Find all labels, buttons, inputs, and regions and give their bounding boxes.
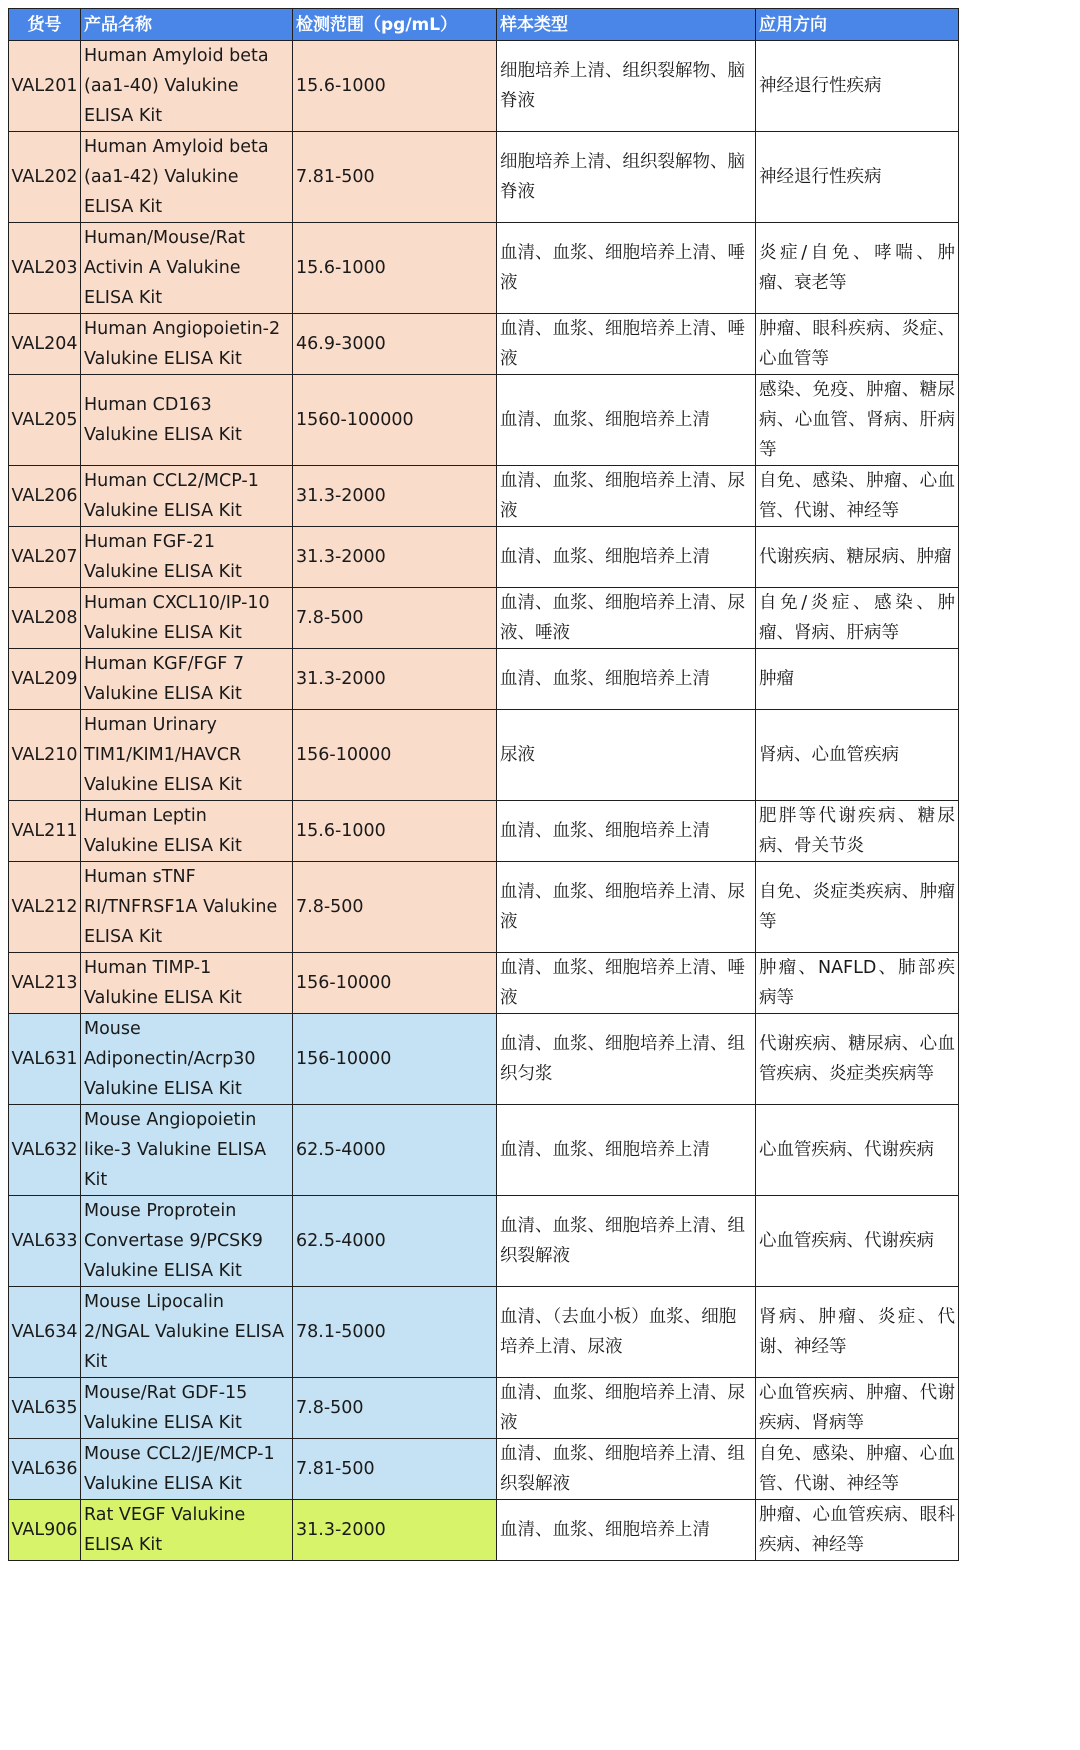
cell-detection-range: 15.6-1000 — [293, 801, 497, 862]
cell-sku: VAL204 — [9, 314, 81, 375]
product-name-line: Human Urinary — [84, 715, 217, 735]
product-name-line: Valukine ELISA Kit — [84, 1413, 242, 1433]
product-name-line: Human sTNF — [84, 867, 196, 887]
cell-application: 肥胖等代谢疾病、糖尿病、骨关节炎 — [756, 801, 959, 862]
cell-sample-type: 血清、血浆、细胞培养上清、唾液 — [497, 314, 756, 375]
cell-detection-range: 7.8-500 — [293, 1378, 497, 1439]
product-name-line: ELISA Kit — [84, 197, 163, 217]
cell-sku: VAL631 — [9, 1014, 81, 1105]
cell-sample-type: 血清、血浆、细胞培养上清、尿液 — [497, 466, 756, 527]
product-name-line: Human FGF-21 — [84, 532, 215, 552]
header-sample-type: 样本类型 — [497, 9, 756, 41]
cell-detection-range: 31.3-2000 — [293, 649, 497, 710]
cell-sku: VAL211 — [9, 801, 81, 862]
cell-detection-range: 31.3-2000 — [293, 466, 497, 527]
table-row — [9, 862, 959, 953]
cell-sku: VAL210 — [9, 710, 81, 801]
cell-detection-range: 15.6-1000 — [293, 223, 497, 314]
header-product-name: 产品名称 — [81, 9, 293, 41]
cell-sku: VAL205 — [9, 375, 81, 466]
product-name-line: Valukine ELISA Kit — [84, 349, 242, 369]
header-detection-range: 检测范围（pg/mL） — [293, 9, 497, 41]
table-row — [9, 588, 959, 649]
product-name-line: ELISA Kit — [84, 288, 163, 308]
table-row — [9, 41, 959, 132]
product-name-line: Valukine ELISA Kit — [84, 988, 242, 1008]
product-name-line: Valukine ELISA Kit — [84, 1079, 242, 1099]
cell-sku: VAL208 — [9, 588, 81, 649]
product-name-line: Adiponectin/Acrp30 — [84, 1049, 256, 1069]
cell-detection-range: 156-10000 — [293, 953, 497, 1014]
table-row — [9, 710, 959, 801]
product-name-line: ELISA Kit — [84, 106, 163, 126]
cell-detection-range: 1560-100000 — [293, 375, 497, 466]
product-name-line: Human Leptin — [84, 806, 207, 826]
cell-product-name — [81, 649, 293, 710]
cell-detection-range: 7.8-500 — [293, 588, 497, 649]
cell-detection-range: 31.3-2000 — [293, 1500, 497, 1561]
cell-sku: VAL213 — [9, 953, 81, 1014]
cell-product-name — [81, 223, 293, 314]
cell-application: 肿瘤、眼科疾病、炎症、心血管等 — [756, 314, 959, 375]
product-name-line: Kit — [84, 1170, 108, 1190]
cell-sku: VAL634 — [9, 1287, 81, 1378]
product-name-line: Mouse/Rat GDF-15 — [84, 1383, 248, 1403]
product-name-line: TIM1/KIM1/HAVCR — [84, 745, 242, 765]
table-row — [9, 132, 959, 223]
cell-application: 自免、感染、肿瘤、心血管、代谢、神经等 — [756, 1439, 959, 1500]
cell-product-name — [81, 375, 293, 466]
table-row — [9, 1378, 959, 1439]
cell-sku: VAL906 — [9, 1500, 81, 1561]
cell-sample-type: 血清、血浆、细胞培养上清 — [497, 527, 756, 588]
cell-sample-type: 血清、（去血小板）血浆、细胞培养上清、尿液 — [497, 1287, 756, 1378]
product-name-line: Valukine ELISA Kit — [84, 684, 242, 704]
product-name-line: Mouse Lipocalin — [84, 1292, 224, 1312]
product-name-line: Human TIMP-1 — [84, 958, 212, 978]
cell-application: 肿瘤 — [756, 649, 959, 710]
cell-application: 肾病、肿瘤、炎症、代谢、神经等 — [756, 1287, 959, 1378]
cell-product-name — [81, 1378, 293, 1439]
cell-sample-type: 血清、血浆、细胞培养上清 — [497, 801, 756, 862]
cell-sku: VAL206 — [9, 466, 81, 527]
table-row — [9, 1196, 959, 1287]
cell-sku: VAL636 — [9, 1439, 81, 1500]
cell-application: 神经退行性疾病 — [756, 132, 959, 223]
cell-application: 感染、免疫、肿瘤、糖尿病、心血管、肾病、肝病等 — [756, 375, 959, 466]
cell-product-name — [81, 41, 293, 132]
cell-product-name — [81, 710, 293, 801]
cell-sku: VAL212 — [9, 862, 81, 953]
cell-product-name — [81, 801, 293, 862]
cell-sample-type: 血清、血浆、细胞培养上清、尿液 — [497, 1378, 756, 1439]
table-row — [9, 314, 959, 375]
cell-product-name — [81, 953, 293, 1014]
cell-sample-type: 血清、血浆、细胞培养上清、尿液、唾液 — [497, 588, 756, 649]
product-name-line: 2/NGAL Valukine ELISA — [84, 1322, 285, 1342]
table-row — [9, 1500, 959, 1561]
product-name-line: Valukine ELISA Kit — [84, 501, 242, 521]
product-name-line: Valukine ELISA Kit — [84, 623, 242, 643]
table-row — [9, 1014, 959, 1105]
product-name-line: Human KGF/FGF 7 — [84, 654, 245, 674]
cell-detection-range: 78.1-5000 — [293, 1287, 497, 1378]
cell-product-name — [81, 588, 293, 649]
product-name-line: Human Angiopoietin-2 — [84, 319, 281, 339]
table-row — [9, 1105, 959, 1196]
cell-detection-range: 31.3-2000 — [293, 527, 497, 588]
cell-product-name — [81, 1105, 293, 1196]
cell-application: 炎症/自免、哮喘、肿瘤、衰老等 — [756, 223, 959, 314]
product-name-line: Human CD163 — [84, 395, 212, 415]
table-row — [9, 1439, 959, 1500]
product-name-line: Mouse — [84, 1019, 141, 1039]
table-row — [9, 375, 959, 466]
cell-detection-range: 7.81-500 — [293, 1439, 497, 1500]
product-name-line: like-3 Valukine ELISA — [84, 1140, 267, 1160]
product-name-line: Convertase 9/PCSK9 — [84, 1231, 263, 1251]
cell-product-name — [81, 862, 293, 953]
product-name-line: Activin A Valukine — [84, 258, 241, 278]
cell-sample-type: 血清、血浆、细胞培养上清、组织裂解液 — [497, 1196, 756, 1287]
cell-sku: VAL632 — [9, 1105, 81, 1196]
product-name-line: Valukine ELISA Kit — [84, 1474, 242, 1494]
product-name-line: Human Amyloid beta — [84, 46, 269, 66]
product-name-line: Valukine ELISA Kit — [84, 775, 242, 795]
cell-sample-type: 血清、血浆、细胞培养上清、尿液 — [497, 862, 756, 953]
product-name-line: Mouse Proprotein — [84, 1201, 237, 1221]
product-name-line: Valukine ELISA Kit — [84, 836, 242, 856]
cell-application: 肿瘤、NAFLD、肺部疾病等 — [756, 953, 959, 1014]
cell-sku: VAL209 — [9, 649, 81, 710]
product-name-line: Valukine ELISA Kit — [84, 562, 242, 582]
product-name-line: Human/Mouse/Rat — [84, 228, 246, 248]
product-name-line: Human CCL2/MCP-1 — [84, 471, 259, 491]
cell-application: 代谢疾病、糖尿病、心血管疾病、炎症类疾病等 — [756, 1014, 959, 1105]
product-name-line: (aa1-42) Valukine — [84, 167, 239, 187]
product-name-line: Human Amyloid beta — [84, 137, 269, 157]
cell-sample-type: 血清、血浆、细胞培养上清 — [497, 375, 756, 466]
cell-application: 自免、感染、肿瘤、心血管、代谢、神经等 — [756, 466, 959, 527]
cell-detection-range: 46.9-3000 — [293, 314, 497, 375]
cell-sku: VAL201 — [9, 41, 81, 132]
cell-sample-type: 尿液 — [497, 710, 756, 801]
product-name-line: Kit — [84, 1352, 108, 1372]
cell-sku: VAL635 — [9, 1378, 81, 1439]
table-row — [9, 801, 959, 862]
cell-sample-type: 血清、血浆、细胞培养上清、唾液 — [497, 953, 756, 1014]
cell-sample-type: 血清、血浆、细胞培养上清、唾液 — [497, 223, 756, 314]
cell-application: 神经退行性疾病 — [756, 41, 959, 132]
table-body — [9, 41, 959, 1561]
header-sku: 货号 — [9, 9, 81, 41]
cell-product-name — [81, 314, 293, 375]
cell-sample-type: 细胞培养上清、组织裂解物、脑脊液 — [497, 132, 756, 223]
cell-product-name — [81, 1439, 293, 1500]
cell-application: 自免、炎症类疾病、肿瘤等 — [756, 862, 959, 953]
cell-sample-type: 血清、血浆、细胞培养上清、组织匀浆 — [497, 1014, 756, 1105]
product-name-line: Mouse Angiopoietin — [84, 1110, 257, 1130]
product-name-line: Valukine ELISA Kit — [84, 1261, 242, 1281]
cell-detection-range: 62.5-4000 — [293, 1105, 497, 1196]
product-name-line: ELISA Kit — [84, 1535, 163, 1555]
cell-application: 肿瘤、心血管疾病、眼科疾病、神经等 — [756, 1500, 959, 1561]
cell-sample-type: 血清、血浆、细胞培养上清 — [497, 1105, 756, 1196]
product-name-line: RI/TNFRSF1A Valukine — [84, 897, 278, 917]
cell-sample-type: 细胞培养上清、组织裂解物、脑脊液 — [497, 41, 756, 132]
product-name-line: Mouse CCL2/JE/MCP-1 — [84, 1444, 275, 1464]
cell-product-name — [81, 1287, 293, 1378]
cell-application: 心血管疾病、代谢疾病 — [756, 1105, 959, 1196]
cell-product-name — [81, 1500, 293, 1561]
cell-application: 代谢疾病、糖尿病、肿瘤 — [756, 527, 959, 588]
cell-product-name — [81, 466, 293, 527]
table-row — [9, 527, 959, 588]
cell-detection-range: 7.8-500 — [293, 862, 497, 953]
cell-sku: VAL203 — [9, 223, 81, 314]
table-header-row — [9, 9, 959, 41]
cell-detection-range: 156-10000 — [293, 1014, 497, 1105]
product-name-line: (aa1-40) Valukine — [84, 76, 239, 96]
cell-application: 心血管疾病、代谢疾病 — [756, 1196, 959, 1287]
cell-sku: VAL207 — [9, 527, 81, 588]
cell-application: 心血管疾病、肿瘤、代谢疾病、肾病等 — [756, 1378, 959, 1439]
cell-product-name — [81, 527, 293, 588]
cell-detection-range: 156-10000 — [293, 710, 497, 801]
product-name-line: Valukine ELISA Kit — [84, 425, 242, 445]
table-row — [9, 223, 959, 314]
cell-sample-type: 血清、血浆、细胞培养上清、组织裂解液 — [497, 1439, 756, 1500]
cell-detection-range: 62.5-4000 — [293, 1196, 497, 1287]
table-row — [9, 953, 959, 1014]
product-name-line: Human CXCL10/IP-10 — [84, 593, 270, 613]
cell-application: 肾病、心血管疾病 — [756, 710, 959, 801]
cell-product-name — [81, 132, 293, 223]
product-table — [8, 8, 959, 1561]
cell-sku: VAL202 — [9, 132, 81, 223]
product-name-line: ELISA Kit — [84, 927, 163, 947]
cell-detection-range: 7.81-500 — [293, 132, 497, 223]
cell-sample-type: 血清、血浆、细胞培养上清 — [497, 649, 756, 710]
cell-application: 自免/炎症、感染、肿瘤、肾病、肝病等 — [756, 588, 959, 649]
table-row — [9, 466, 959, 527]
cell-product-name — [81, 1196, 293, 1287]
table-row — [9, 649, 959, 710]
product-table-container — [8, 8, 959, 1561]
header-application: 应用方向 — [756, 9, 959, 41]
cell-detection-range: 15.6-1000 — [293, 41, 497, 132]
cell-product-name — [81, 1014, 293, 1105]
cell-sku: VAL633 — [9, 1196, 81, 1287]
cell-sample-type: 血清、血浆、细胞培养上清 — [497, 1500, 756, 1561]
product-name-line: Rat VEGF Valukine — [84, 1505, 246, 1525]
table-row — [9, 1287, 959, 1378]
